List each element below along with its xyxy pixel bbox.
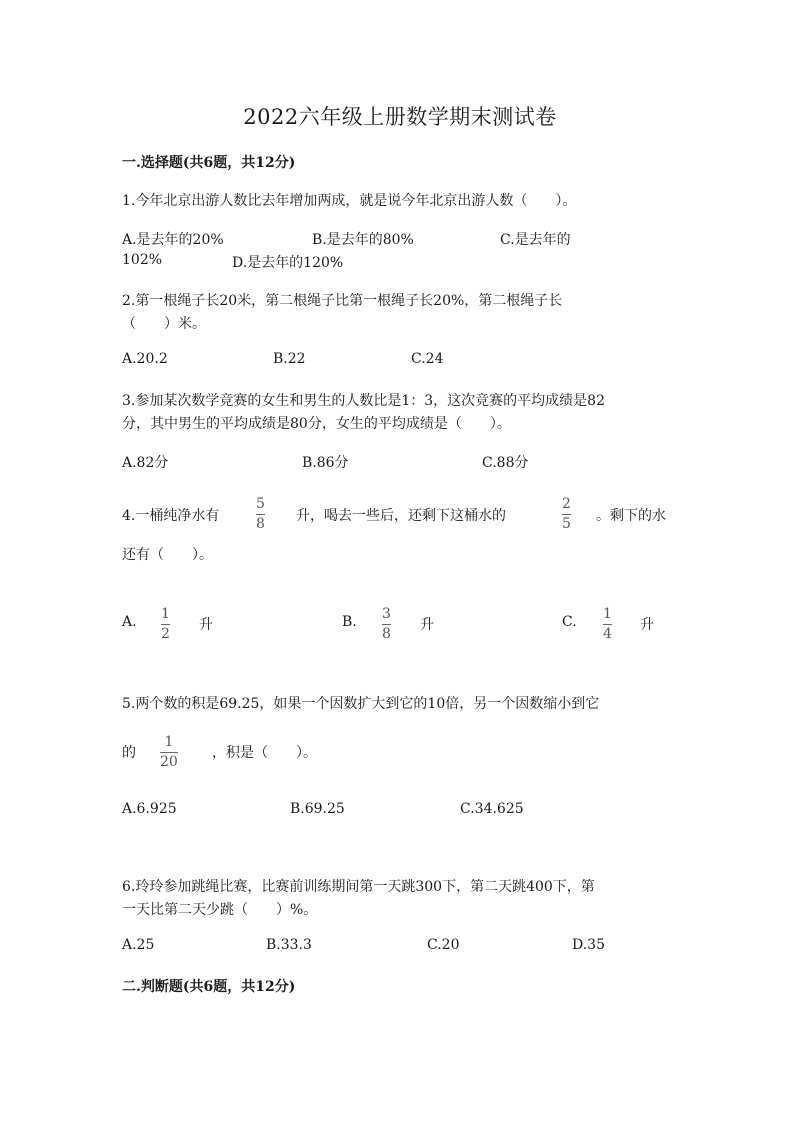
fraction-denominator: 8 [382, 626, 391, 642]
fraction-numerator: 2 [562, 496, 571, 512]
question-2-option-a: A.20.2 [122, 351, 168, 367]
question-4-stem-line2: 还有（ ）。 [122, 547, 213, 563]
question-5-stem-line1: 5.两个数的积是69.25，如果一个因数扩大到它的10倍，另一个因数缩小到它 [122, 696, 600, 712]
question-5-stem-line2-part2: ，积是（ ）。 [212, 745, 317, 761]
fraction-bar [562, 514, 571, 515]
fraction-bar [256, 514, 265, 515]
question-3-stem-line2: 分，其中男生的平均成绩是80分，女生的平均成绩是（ ）。 [122, 416, 511, 432]
question-1-option-c-continued: 102% [122, 252, 163, 268]
question-4-option-a-label: A. [122, 614, 137, 630]
fraction-denominator: 20 [160, 754, 178, 770]
question-4-fraction-remaining [562, 496, 571, 533]
question-6-option-a: A.25 [122, 937, 155, 953]
question-2-option-c: C.24 [411, 351, 444, 367]
question-4-option-b-fraction [382, 606, 391, 643]
question-4-option-b-label: B. [342, 614, 357, 630]
section-heading-judgment: 二.判断题(共6题，共12分) [122, 979, 296, 995]
question-2-stem-line2: （ ）米。 [122, 316, 206, 332]
question-4-option-c-unit: 升 [640, 617, 654, 633]
question-6-stem-line1: 6.玲玲参加跳绳比赛，比赛前训练期间第一天跳300下，第二天跳400下，第 [122, 879, 595, 895]
fraction-bar [160, 752, 178, 753]
fraction-denominator: 5 [562, 516, 571, 532]
question-5-option-c: C.34.625 [460, 801, 524, 817]
question-6-option-d: D.35 [572, 937, 605, 953]
page-title: 2022六年级上册数学期末测试卷 [243, 105, 557, 129]
question-4-stem-part1: 4.一桶纯净水有 [122, 508, 220, 524]
fraction-denominator: 8 [256, 516, 265, 532]
question-5-stem-line2-part1: 的 [122, 745, 136, 761]
question-1-stem: 1.今年北京出游人数比去年增加两成，就是说今年北京出游人数（ ）。 [122, 193, 577, 209]
question-5-fraction [160, 734, 178, 771]
question-6-option-b: B.33.3 [266, 937, 312, 953]
question-4-fraction-total [256, 496, 265, 533]
question-4-stem-part2: 升，喝去一些后，还剩下这桶水的 [296, 508, 506, 524]
fraction-numerator: 5 [256, 496, 265, 512]
fraction-denominator: 4 [603, 626, 612, 642]
fraction-numerator: 1 [164, 734, 174, 750]
question-3-option-c: C.88分 [482, 455, 529, 471]
question-6-option-c: C.20 [427, 937, 460, 953]
question-2-stem-line1: 2.第一根绳子长20米，第二根绳子比第一根绳子长20%，第二根绳子长 [122, 293, 563, 309]
fraction-numerator: 3 [382, 606, 391, 622]
fraction-bar [382, 624, 391, 625]
question-4-option-a-fraction [161, 606, 170, 643]
section-heading-choice: 一.选择题(共6题，共12分) [122, 155, 296, 171]
question-4-option-c-fraction [603, 606, 612, 643]
question-5-option-a: A.6.925 [122, 801, 177, 817]
question-4-option-a-unit: 升 [199, 617, 213, 633]
question-5-option-b: B.69.25 [290, 801, 345, 817]
question-1-option-d: D.是去年的120% [232, 255, 344, 271]
fraction-bar [161, 624, 170, 625]
question-4-option-b-unit: 升 [420, 617, 434, 633]
fraction-numerator: 1 [161, 606, 170, 622]
question-1-option-a: A.是去年的20% [122, 232, 224, 248]
fraction-denominator: 2 [161, 626, 170, 642]
question-6-stem-line2: 一天比第二天少跳（ ）%。 [122, 902, 318, 918]
question-3-option-a: A.82分 [122, 455, 169, 471]
question-2-option-b: B.22 [273, 351, 306, 367]
question-1-option-c: C.是去年的 [500, 232, 571, 248]
question-1-option-b: B.是去年的80% [312, 232, 414, 248]
question-4-stem-part3: 。剩下的水 [596, 508, 666, 524]
question-4-option-c-label: C. [562, 614, 577, 630]
fraction-numerator: 1 [603, 606, 612, 622]
question-3-stem-line1: 3.参加某次数学竞赛的女生和男生的人数比是1：3，这次竞赛的平均成绩是82 [122, 393, 605, 409]
question-3-option-b: B.86分 [302, 455, 349, 471]
fraction-bar [603, 624, 612, 625]
